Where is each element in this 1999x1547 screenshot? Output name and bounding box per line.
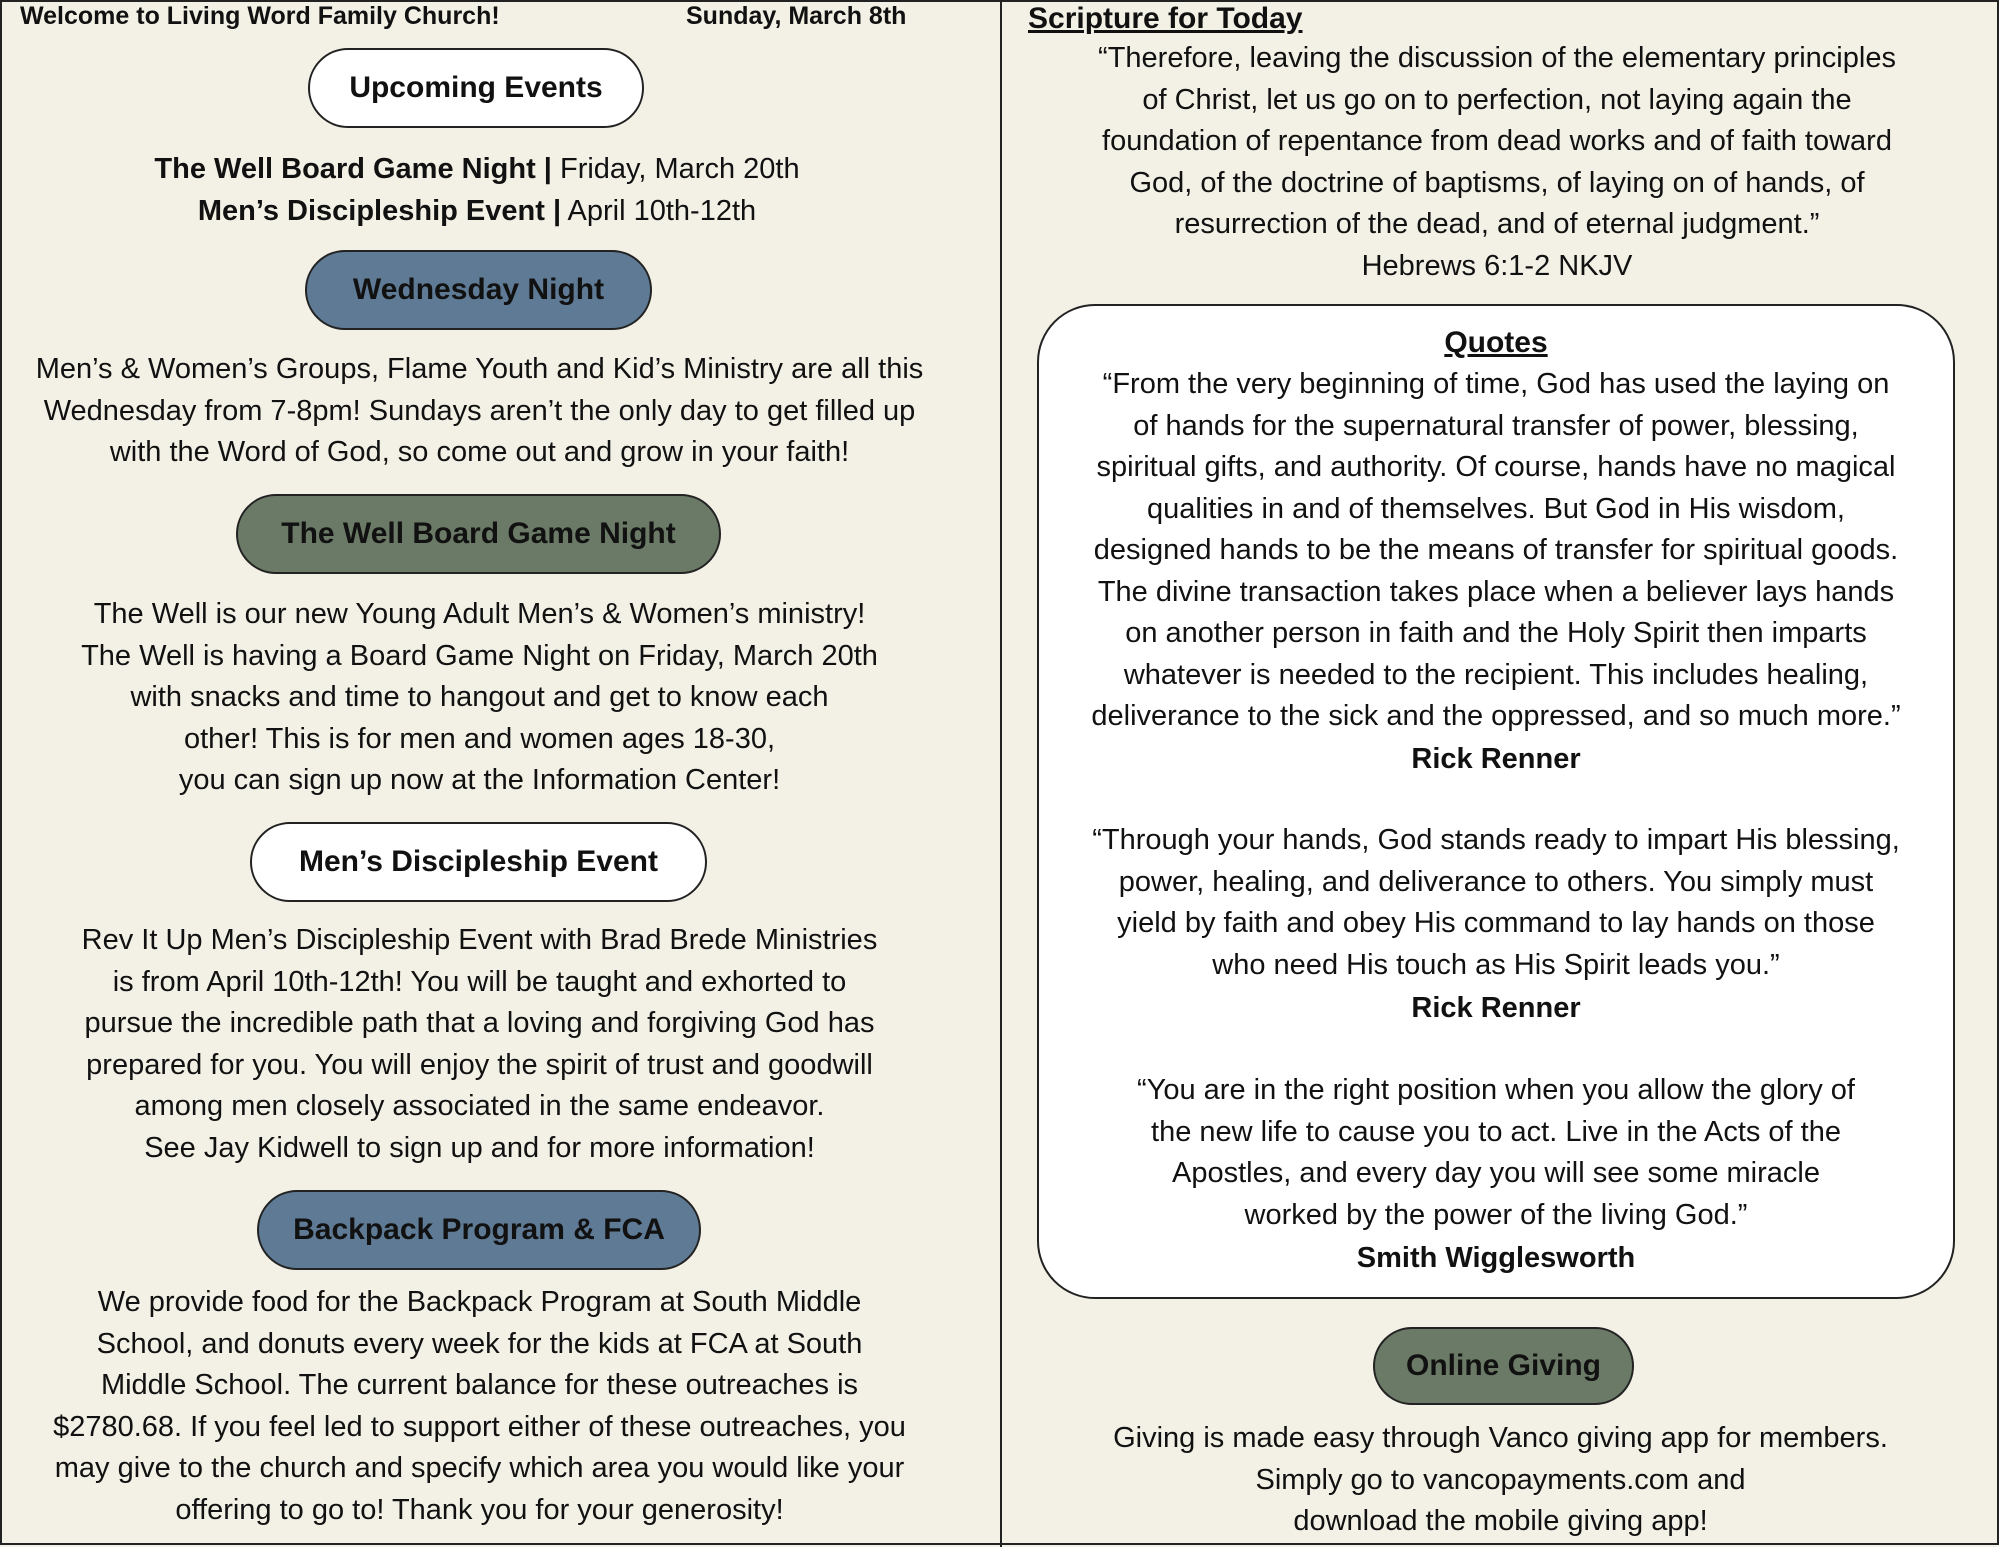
well-game-night-heading: The Well Board Game Night xyxy=(236,494,721,574)
events-list xyxy=(2,149,952,232)
scripture-title: Scripture for Today xyxy=(1028,2,1303,35)
event-name: Men’s Discipleship Event | xyxy=(197,194,562,227)
left-column xyxy=(2,2,1000,1547)
quote-text: “Through your hands, God stands ready to impart His blessing, power, healing, and deliverance to others. You simply must yield by faith and obey His command to lay hands on those who need His touch as His Spirit leads you.” xyxy=(1092,824,1900,981)
header xyxy=(20,2,940,34)
quotes-title: Quotes xyxy=(1444,326,1548,359)
quotes-box xyxy=(1037,304,1955,1299)
quote-text: “From the very beginning of time, God has used the laying on of hands for the supernatural transfer of power, blessing, spiritual gifts, and authority. Of course, hands have no magical qualities in and of themselves. But God in His wisdom, designed hands to be the means of transfer for spiritual goods. The divine transaction takes place when a believer lays hands on another person in faith and the Holy Spirit then imparts whatever is needed to the recipient. This includes healing, deliverance to the sick and the oppressed, and so much more.” xyxy=(1091,368,1901,732)
event-date: Friday, March 20th xyxy=(551,153,800,185)
service-date: Sunday, March 8th xyxy=(686,2,907,30)
event-date: April 10th-12th xyxy=(561,194,757,227)
event-item xyxy=(2,191,952,233)
upcoming-events-heading: Upcoming Events xyxy=(308,48,644,128)
online-giving-heading: Online Giving xyxy=(1373,1327,1634,1405)
well-game-night-text: The Well is our new Young Adult Men’s & Women’s ministry! The Well is having a Board Game Night on Friday, March 20th with snacks and time to hangout and get to know each other! This is for men and women ages 18-30, you can sign up now at the Information Center! xyxy=(81,598,878,796)
quote-author: Rick Renner xyxy=(1411,992,1581,1024)
quote-author: Smith Wigglesworth xyxy=(1356,1242,1636,1274)
quote-text: “You are in the right position when you allow the glory of the new life to cause you to act. Live in the Acts of the Apostles, and every day you will see some miracle worked by the power of the living God.” xyxy=(1137,1074,1855,1231)
scripture-text: “Therefore, leaving the discussion of the elementary principles of Christ, let us go on to perfection, not laying again the foundation of repentance from dead works and of faith toward God, of the doctrine of baptisms, of laying on of hands, of resurrection of the dead, and of eternal judgment.” Hebrews 6:1-2 NKJV xyxy=(1098,42,1896,282)
right-column xyxy=(1002,2,1999,1547)
quote-author: Rick Renner xyxy=(1411,743,1581,775)
mens-discipleship-heading: Men’s Discipleship Event xyxy=(250,822,707,902)
event-item xyxy=(2,149,952,191)
online-giving-text: Giving is made easy through Vanco giving app for members. Simply go to vancopayments.com and download the mobile giving app! xyxy=(1113,1422,1888,1537)
welcome-text: Welcome to Living Word Family Church! xyxy=(20,2,500,30)
wednesday-night-heading: Wednesday Night xyxy=(305,250,652,330)
backpack-program-heading: Backpack Program & FCA xyxy=(257,1190,701,1270)
backpack-program-text: We provide food for the Backpack Program at South Middle School, and donuts every week for the kids at FCA at South Middle School. The current balance for these outreaches is $2780.68. If you feel led to support either of these outreaches, you may give to the church and specify which area you would like your offering to go to! Thank you for your generosity! xyxy=(53,1286,906,1526)
wednesday-night-text: Men’s & Women’s Groups, Flame Youth and Kid’s Ministry are all this Wednesday from 7-8pm! Sundays aren’t the only day to get filled up with the Word of God, so come out and grow in your faith! xyxy=(35,353,924,468)
event-name: The Well Board Game Night | xyxy=(154,153,552,185)
mens-discipleship-text: Rev It Up Men’s Discipleship Event with Brad Brede Ministries is from April 10th-12th! You will be taught and exhorted to pursue the incredible path that a loving and forgiving God has prepared for you. You will enjoy the spirit of trust and goodwill among men closely associated in the same endeavor. See Jay Kidwell to sign up and for more information! xyxy=(81,924,878,1164)
